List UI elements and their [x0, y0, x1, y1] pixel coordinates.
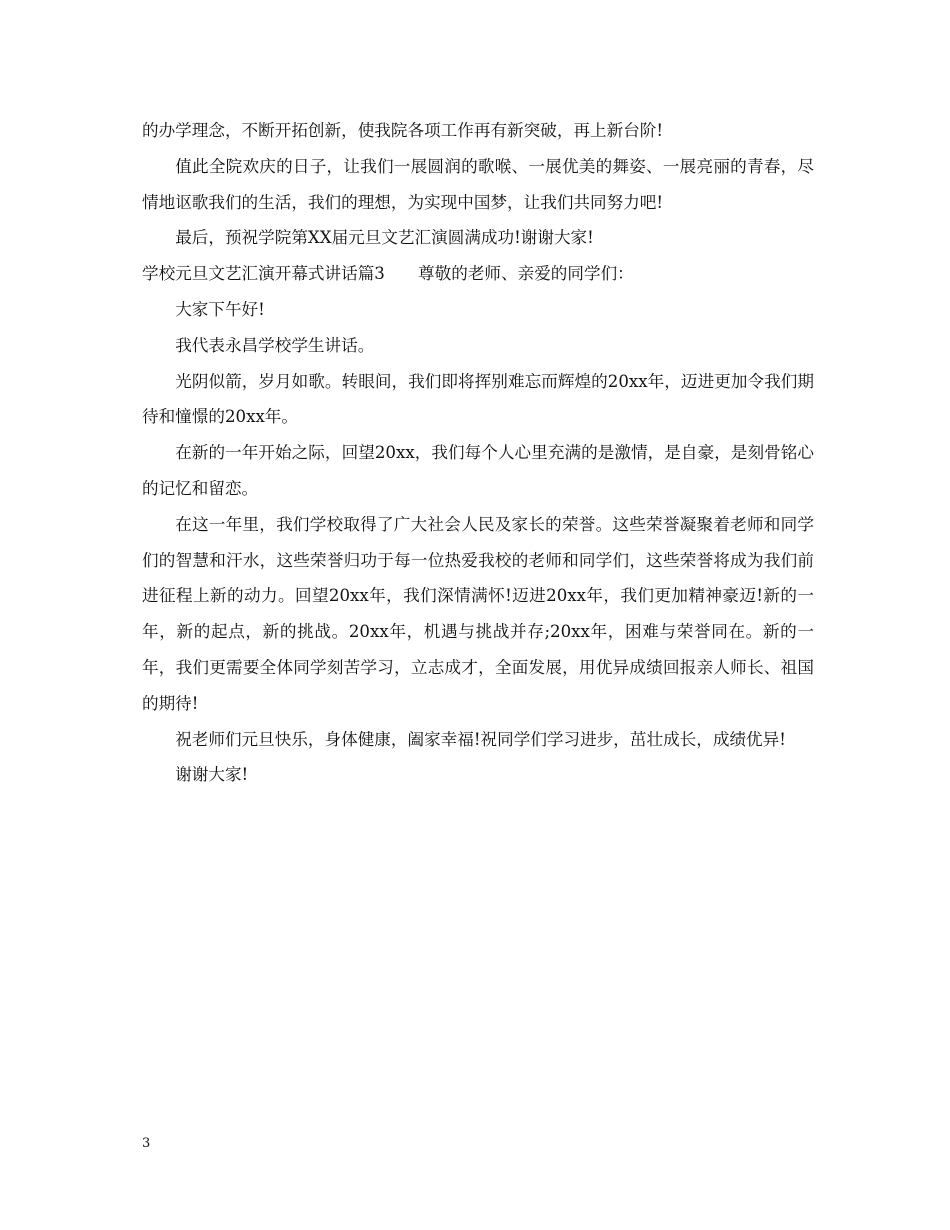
paragraph-3: 最后，预祝学院第XX届元旦文艺汇演圆满成功!谢谢大家!	[175, 228, 594, 248]
paragraph-6: 我代表永昌学校学生讲话。	[175, 335, 375, 355]
paragraph-11: 谢谢大家!	[175, 765, 249, 785]
paragraph-9: 在这一年里，我们学校取得了广大社会人民及家长的荣誉。这些荣誉凝聚着老师和同学们的智慧和汗水，这些荣誉归功于每一位热爱我校的老师和同学们，这些荣誉将成为我们前进征程上新的动力。回望20xx年，我们深情满怀!迈进20xx年，我们更加精神豪迈!新的一年，新的起点，新的挑战。20xx年，机遇与挑战并存;20xx年，困难与荣誉同在。新的一年，我们更需要全体同学刻苦学习，立志成才，全面发展，用优异成绩回报亲人师长、祖国的期待!	[142, 514, 814, 713]
page-number: 3	[142, 1136, 151, 1151]
paragraph-1: 的办学理念，不断开拓创新，使我院各项工作再有新突破，再上新台阶!	[142, 121, 664, 140]
paragraph-7: 光阴似箭，岁月如歌。转眼间，我们即将挥别难忘而辉煌的20xx年，迈进更加令我们期待和憧憬的20xx年。	[142, 371, 814, 427]
paragraph-5: 大家下午好!	[175, 299, 265, 319]
body-text	[142, 113, 814, 793]
paragraph-10: 祝老师们元旦快乐，身体健康，阖家幸福!祝同学们学习进步，茁壮成长，成绩优异!	[175, 729, 786, 749]
paragraph-2: 值此全院欢庆的日子，让我们一展圆润的歌喉、一展优美的舞姿、一展亮丽的青春，尽情地讴歌我们的生活，我们的理想，为实现中国梦，让我们共同努力吧!	[142, 156, 814, 212]
section-heading: 学校元旦文艺汇演开幕式讲话篇3 尊敬的老师、亲爱的同学们：	[142, 264, 634, 284]
paragraph-8: 在新的一年开始之际，回望20xx，我们每个人心里充满的是激情，是自豪，是刻骨铭心的记忆和留恋。	[142, 443, 814, 498]
